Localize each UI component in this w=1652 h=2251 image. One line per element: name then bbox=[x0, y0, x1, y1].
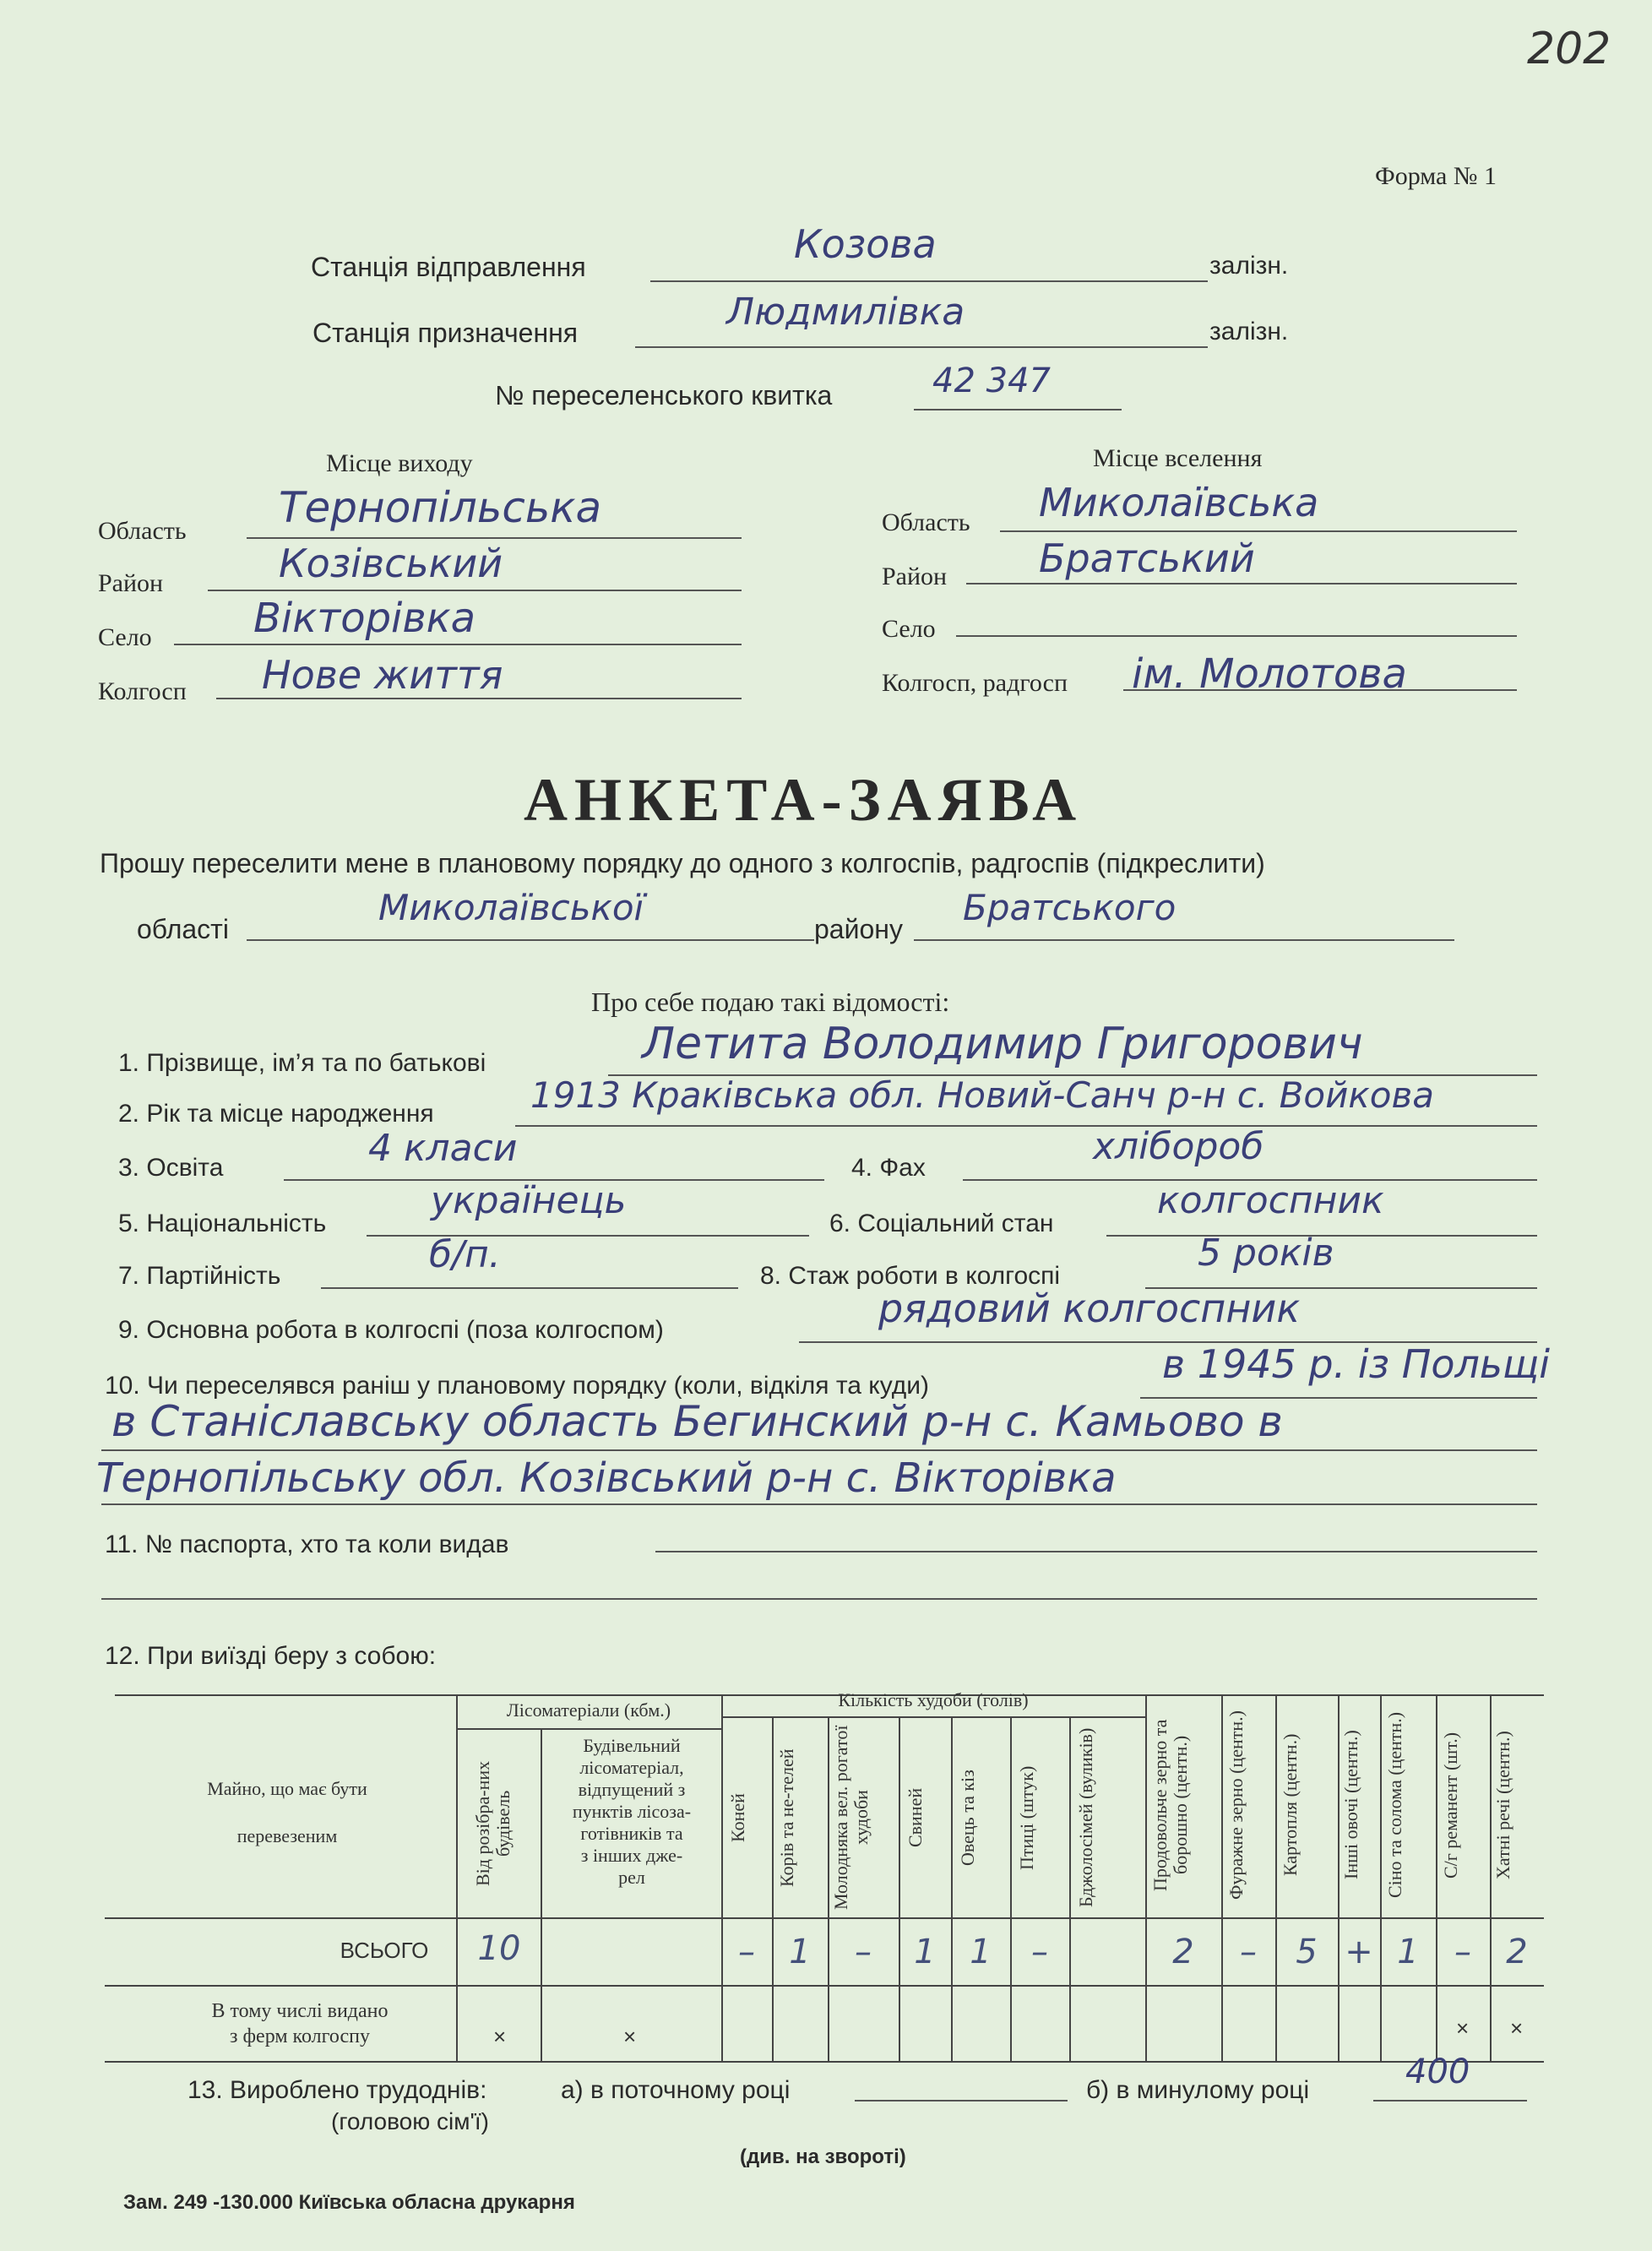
item-3-value[interactable]: 4 класи bbox=[368, 1127, 518, 1170]
item-1-value[interactable]: Летита Володимир Григорович bbox=[642, 1019, 1363, 1069]
origin-village[interactable]: Вікторівка bbox=[253, 595, 476, 642]
col-header-building bbox=[542, 1735, 721, 1889]
origin-rayon[interactable]: Козівський bbox=[279, 541, 503, 586]
item-11-label: 11. № паспорта, хто та коли видав bbox=[105, 1531, 509, 1558]
total-hay-straw[interactable]: 1 bbox=[1397, 1933, 1419, 1971]
farm-farm-tools-mark: × bbox=[1456, 2015, 1470, 2041]
page-title: АНКЕТА-ЗАЯВА bbox=[524, 766, 1084, 834]
table-row-total-bottom bbox=[105, 1985, 1544, 1987]
col-header-horses: Коней bbox=[727, 1793, 748, 1842]
item-9-label: 9. Основна робота в колгоспі (поза колгоспом) bbox=[118, 1316, 664, 1344]
destination-village-label: Село bbox=[882, 615, 936, 643]
group-header-wood: Лісоматеріали (кбм.) bbox=[506, 1699, 671, 1721]
col-header-other-veg: Інші овочі (центн.) bbox=[1340, 1730, 1361, 1880]
item-8-label: 8. Стаж роботи в колгоспі bbox=[760, 1262, 1061, 1290]
col-header-building-line: пунктів лісоза- bbox=[572, 1801, 692, 1822]
workdays-a-line bbox=[855, 2100, 1068, 2101]
item-10-value-b[interactable]: в Станіславську область Бегинский р-н с. Камьово в bbox=[111, 1397, 1283, 1446]
destination-oblast-label: Область bbox=[882, 508, 970, 536]
item-4-label: 4. Фах bbox=[851, 1154, 926, 1182]
total-feed-grain[interactable]: – bbox=[1240, 1933, 1257, 1971]
col-header-building-line: готівників та bbox=[580, 1823, 683, 1844]
item-9-value[interactable]: рядовий колгоспник bbox=[878, 1286, 1301, 1331]
workdays-sub: (головою сім'ї) bbox=[331, 2108, 489, 2134]
destination-kolhosp[interactable]: ім. Молотова bbox=[1132, 650, 1407, 698]
item-4-value[interactable]: хлібороб bbox=[1093, 1125, 1264, 1168]
item-1-label: 1. Прізвище, ім’я та по батькові bbox=[118, 1049, 486, 1077]
request-oblast[interactable]: Миколаївської bbox=[378, 887, 644, 928]
col-header-property bbox=[127, 1765, 448, 1860]
origin-oblast-label: Область bbox=[98, 517, 187, 545]
col-header-sheep-goats: Овець та кіз bbox=[957, 1770, 978, 1866]
printer-note: Зам. 249 -130.000 Київська обласна друкарня bbox=[123, 2191, 575, 2214]
item-5-label: 5. Національність bbox=[118, 1210, 327, 1237]
col-header-poultry: Птиці (штук) bbox=[1016, 1765, 1037, 1870]
request-text: Прошу переселити мене в плановому порядку до одного з колгоспів, радгоспів (підкреслити) bbox=[100, 848, 1265, 878]
total-pigs[interactable]: 1 bbox=[914, 1933, 936, 1971]
workdays-a-label: а) в поточному році bbox=[561, 2076, 791, 2104]
col-header-household-goods: Хатні речі (центн.) bbox=[1492, 1731, 1513, 1879]
col-header-farm-tools: С/г реманент (шт.) bbox=[1440, 1732, 1461, 1879]
destination-kolhosp-label: Колгосп, радгосп bbox=[882, 669, 1068, 697]
departure-station-suffix: залізн. bbox=[1209, 252, 1289, 280]
request-rayon-label: району bbox=[814, 914, 903, 944]
group-header-cattle: Кількість худоби (голів) bbox=[838, 1689, 1029, 1710]
table-col-divider bbox=[1338, 1694, 1340, 2061]
table-col-divider bbox=[1069, 1716, 1071, 2061]
total-food-grain[interactable]: 2 bbox=[1172, 1933, 1194, 1971]
origin-heading: Місце виходу bbox=[326, 449, 473, 477]
col-header-building-line: відпущений з bbox=[578, 1779, 686, 1800]
item-7-value[interactable]: б/п. bbox=[429, 1233, 501, 1276]
col-header-building-line: з інших дже- bbox=[580, 1845, 683, 1866]
row-total-label: ВСЬОГО bbox=[340, 1938, 429, 1963]
destination-station-suffix: залізн. bbox=[1209, 318, 1289, 345]
workdays-label: 13. Вироблено трудоднів: bbox=[187, 2076, 487, 2104]
item-10-label: 10. Чи переселявся раніш у плановому порядку (коли, відкіля та куди) bbox=[105, 1372, 930, 1400]
table-col-divider bbox=[721, 1694, 723, 2061]
departure-station-label: Станція відправлення bbox=[311, 252, 586, 282]
table-col-divider bbox=[1145, 1694, 1147, 2061]
archive-number: 202 bbox=[1527, 24, 1611, 74]
total-potatoes[interactable]: 5 bbox=[1296, 1933, 1318, 1971]
farm-dismantled-mark: × bbox=[493, 2024, 507, 2049]
col-header-property-line: перевезеним bbox=[236, 1825, 338, 1846]
table-group-border-wood bbox=[456, 1728, 721, 1730]
row-farm-label-line: В тому числі видано bbox=[211, 2000, 389, 2022]
farm-building-mark: × bbox=[623, 2024, 637, 2049]
form-number: Форма № 1 bbox=[1375, 162, 1497, 190]
item-10-value-c[interactable]: Тернопільську обл. Козівський р-н с. Вікторівка bbox=[96, 1454, 1117, 1502]
table-col-divider bbox=[1490, 1694, 1492, 2061]
table-bottom-border bbox=[105, 2061, 1544, 2063]
table-col-divider bbox=[951, 1716, 953, 2061]
item-2-label: 2. Рік та місце народження bbox=[118, 1100, 434, 1128]
request-oblast-label: області bbox=[137, 914, 229, 944]
col-header-potatoes: Картопля (центн.) bbox=[1280, 1733, 1301, 1877]
col-header-food-grain: Продовольче зерно та борошно (центн.) bbox=[1149, 1719, 1191, 1891]
total-other-veg[interactable]: + bbox=[1345, 1933, 1373, 1971]
destination-heading: Місце вселення bbox=[1093, 444, 1263, 472]
destination-rayon[interactable]: Братський bbox=[1039, 536, 1255, 581]
origin-oblast[interactable]: Тернопільська bbox=[279, 483, 602, 532]
item-7-label: 7. Партійність bbox=[118, 1262, 281, 1290]
ticket-value[interactable]: 42 347 bbox=[932, 362, 1051, 400]
col-header-hay-straw: Сіно та солома (центн.) bbox=[1384, 1711, 1405, 1899]
table-col-divider bbox=[772, 1716, 774, 2061]
item-10-value-a[interactable]: в 1945 р. із Польщі bbox=[1162, 1341, 1551, 1387]
table-col-divider bbox=[1275, 1694, 1277, 2061]
table-col-divider bbox=[828, 1716, 829, 2061]
total-household-goods[interactable]: 2 bbox=[1506, 1933, 1528, 1971]
total-cows[interactable]: 1 bbox=[789, 1933, 811, 1971]
item-2-value[interactable]: 1913 Краківська обл. Новий-Санч р-н с. Войкова bbox=[530, 1074, 1434, 1116]
departure-station-value[interactable]: Козова bbox=[794, 221, 937, 267]
origin-kolhosp-label: Колгосп bbox=[98, 677, 187, 705]
item-8-value[interactable]: 5 років bbox=[1198, 1232, 1334, 1275]
table-col-divider bbox=[1380, 1694, 1382, 2061]
col-header-cows: Корів та не-телей bbox=[776, 1748, 797, 1887]
request-rayon[interactable]: Братського bbox=[963, 887, 1177, 928]
col-header-beehives: Бджолосімей (вуликів) bbox=[1075, 1727, 1096, 1908]
table-header-bottom bbox=[105, 1917, 1544, 1919]
total-poultry[interactable]: – bbox=[1031, 1933, 1048, 1971]
total-young-cattle[interactable]: – bbox=[855, 1933, 872, 1971]
table-col-divider bbox=[1221, 1694, 1223, 2061]
table-col-divider bbox=[456, 1694, 458, 2061]
col-header-dismantled: Від розібра-них будівель bbox=[472, 1760, 514, 1887]
table-col-divider bbox=[1010, 1716, 1012, 2061]
col-header-property-line: Майно, що має бути bbox=[207, 1778, 367, 1799]
workdays-b-label: б) в минулому році bbox=[1086, 2076, 1310, 2104]
item-6-value[interactable]: колгоспник bbox=[1157, 1179, 1384, 1222]
col-header-building-line: Будівельний bbox=[583, 1735, 681, 1756]
origin-kolhosp[interactable]: Нове життя bbox=[262, 652, 503, 698]
item-6-label: 6. Соціальний стан bbox=[829, 1210, 1054, 1237]
intro-text: Про себе подаю такі відомості: bbox=[591, 987, 950, 1017]
item-5-value[interactable]: українець bbox=[431, 1179, 627, 1222]
destination-oblast[interactable]: Миколаївська bbox=[1039, 480, 1319, 525]
workdays-b-value[interactable]: 400 bbox=[1405, 2053, 1470, 2091]
ticket-label: № переселенського квитка bbox=[495, 380, 833, 411]
farm-household-goods-mark: × bbox=[1510, 2015, 1524, 2041]
col-header-young-cattle: Молодняка вел. рогатої худоби bbox=[830, 1725, 872, 1911]
row-farm-label-line: з ферм колгоспу bbox=[230, 2025, 370, 2047]
row-farm-label bbox=[152, 1998, 448, 2049]
destination-station-label: Станція призначення bbox=[312, 318, 579, 348]
destination-rayon-label: Район bbox=[882, 563, 948, 590]
col-header-building-line: рел bbox=[618, 1867, 645, 1888]
table-col-divider bbox=[1436, 1694, 1437, 2061]
origin-rayon-label: Район bbox=[98, 569, 164, 597]
table-col-divider bbox=[899, 1716, 900, 2061]
item-12-label: 12. При виїзді беру з собою: bbox=[105, 1642, 437, 1670]
item-3-label: 3. Освіта bbox=[118, 1154, 224, 1182]
total-sheep-goats[interactable]: 1 bbox=[970, 1933, 992, 1971]
see-back-note: (див. на звороті) bbox=[740, 2145, 906, 2168]
table-group-border-cattle bbox=[721, 1716, 1145, 1718]
total-horses[interactable]: – bbox=[738, 1933, 755, 1971]
col-header-pigs: Свиней bbox=[905, 1787, 926, 1848]
col-header-building-line: лісоматеріал, bbox=[579, 1757, 684, 1778]
origin-village-label: Село bbox=[98, 623, 152, 651]
destination-station-value[interactable]: Людмилівка bbox=[726, 291, 965, 334]
workdays-b-line bbox=[1373, 2100, 1527, 2101]
col-header-feed-grain: Фуражне зерно (центн.) bbox=[1225, 1710, 1247, 1900]
total-dismantled[interactable]: 10 bbox=[477, 1929, 521, 1968]
total-farm-tools[interactable]: – bbox=[1454, 1933, 1471, 1971]
